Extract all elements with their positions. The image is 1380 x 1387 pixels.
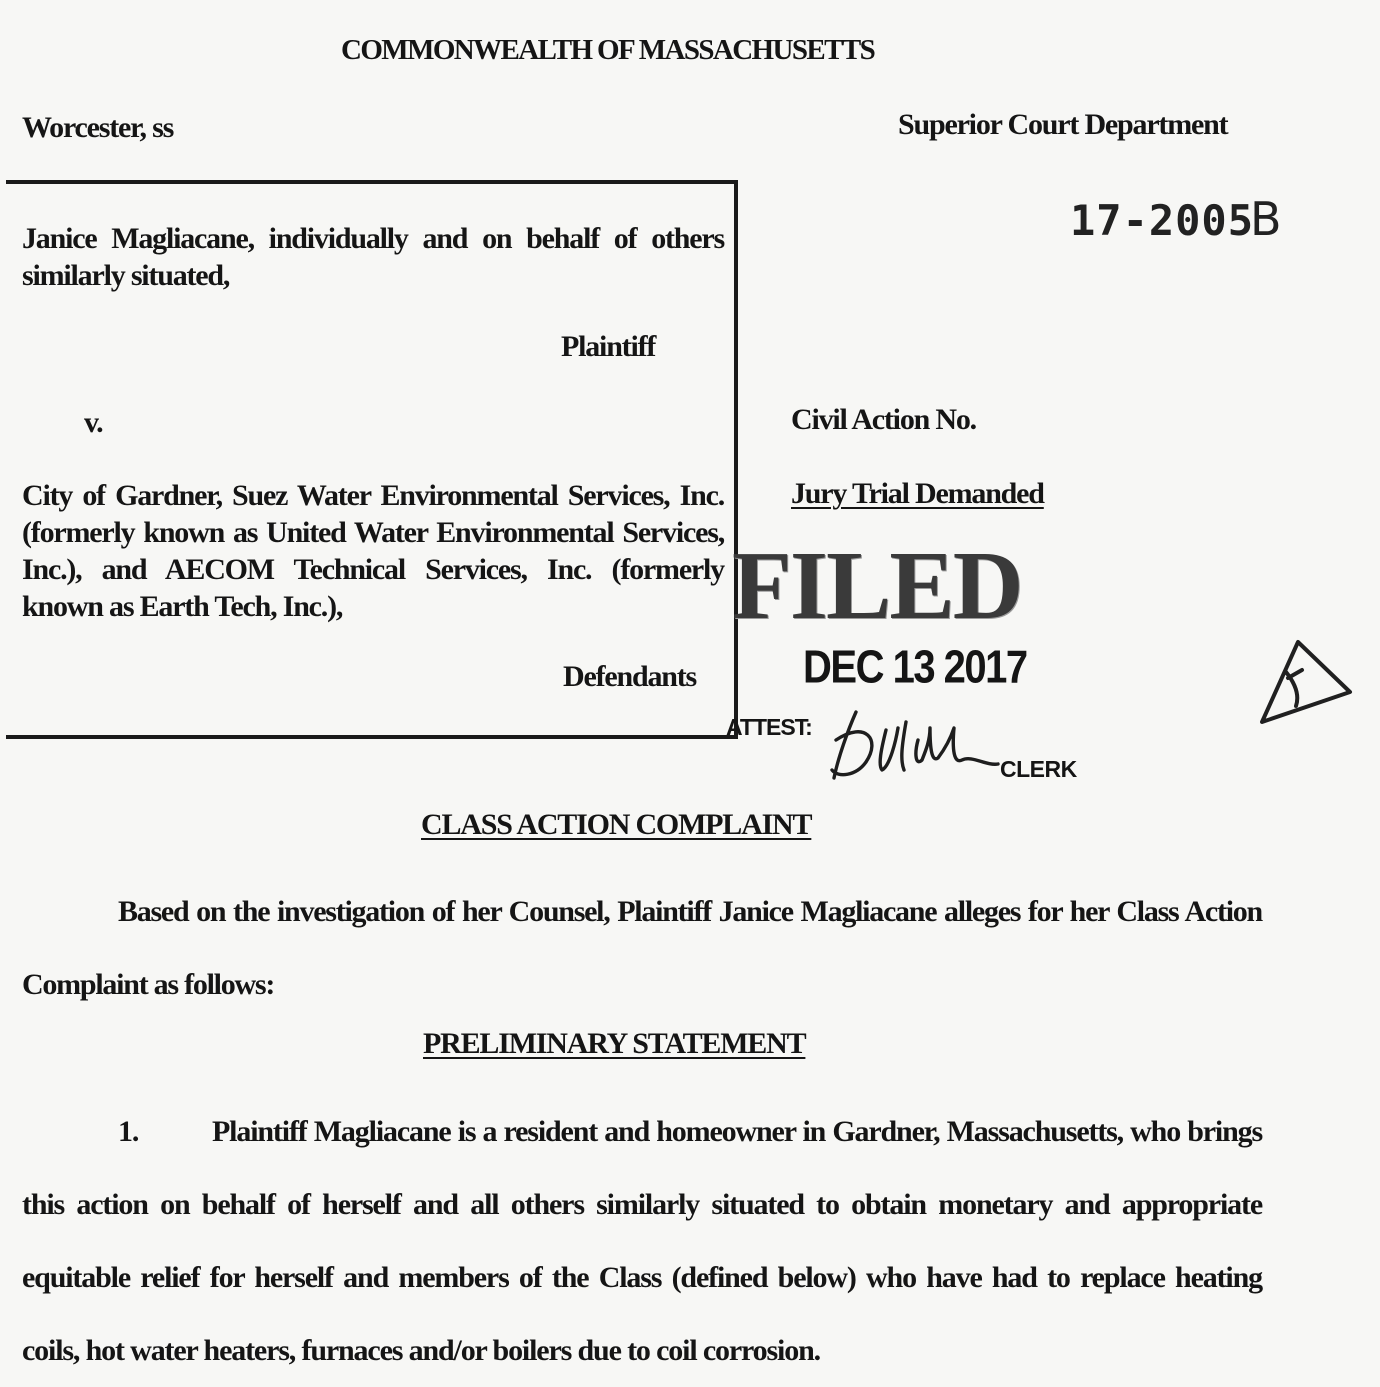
complaint-title: CLASS ACTION COMPLAINT xyxy=(421,808,812,841)
filed-stamp: FILED xyxy=(732,532,1022,640)
docket-number xyxy=(1070,192,1283,246)
paragraph-text: Plaintiff Magliacane is a resident and homeowner in Gardner, Massachusetts, who brings this action on behalf of herself and all others similarly situated to obtain monetary and appropriate equitable relief for herself and members of the Class (defined below) who have had to replace heating coils, hot water heaters, furnaces and/or boilers due to coil corrosion. xyxy=(22,1115,1262,1367)
court-department: Superior Court Department xyxy=(898,108,1228,141)
defendant-role: Defendants xyxy=(563,660,697,693)
handwritten-triangle-icon xyxy=(1250,630,1355,730)
paragraph-number: 1. xyxy=(118,1115,139,1148)
intro-paragraph: Based on the investigation of her Counsel, Plaintiff Janice Magliacane alleges for her Class Action Complaint as follows: xyxy=(22,895,1262,1001)
jury-demand: Jury Trial Demanded xyxy=(791,477,1044,510)
attest-label: ATTEST: xyxy=(726,714,812,740)
jurisdiction-heading: COMMONWEALTH OF MASSACHUSETTS xyxy=(341,34,875,66)
clerk-label: CLERK xyxy=(1000,756,1077,782)
county-label: Worcester, ss xyxy=(22,111,174,144)
section-title: PRELIMINARY STATEMENT xyxy=(423,1027,806,1060)
civil-action-label: Civil Action No. xyxy=(791,403,976,436)
clerk-signature xyxy=(826,700,1001,788)
versus-label: v. xyxy=(84,406,103,439)
defendant-names: City of Gardner, Suez Water Environmental Services, Inc. (formerly known as United Water Environmental Services, Inc.), and AECOM Technical Services, Inc. (formerly known as Earth Tech, Inc.), xyxy=(22,479,724,623)
filed-date-stamp: DEC 13 2017 xyxy=(803,642,1027,693)
paragraph-1 xyxy=(22,1095,1262,1387)
docket-digits: 17-2005 xyxy=(1070,196,1255,245)
plaintiff-role: Plaintiff xyxy=(561,330,656,363)
docket-suffix: B xyxy=(1250,192,1283,246)
plaintiff-names: Janice Magliacane, individually and on behalf of others similarly situated, xyxy=(22,222,724,292)
